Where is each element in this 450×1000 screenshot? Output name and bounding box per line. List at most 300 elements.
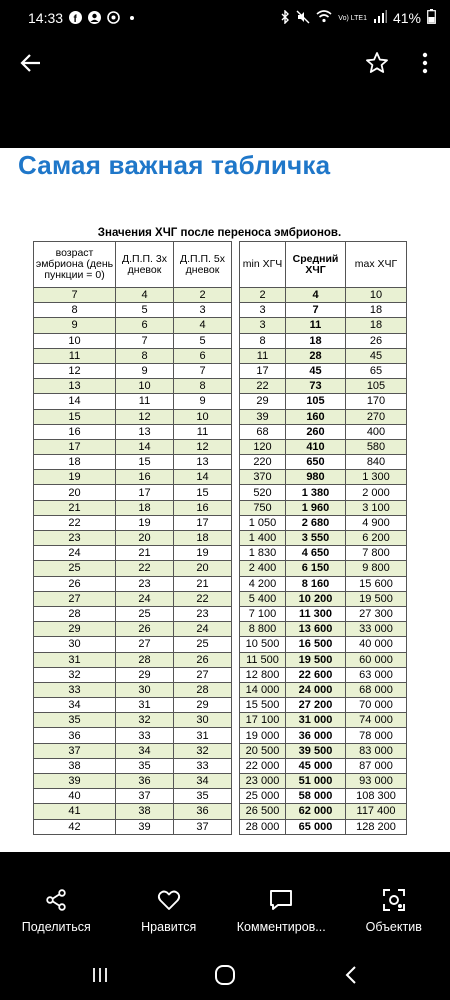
cell-dpp-3-day: 33 xyxy=(116,728,174,743)
cell-min-hcg: 1 400 xyxy=(240,531,286,546)
table-row xyxy=(34,485,407,500)
home-icon xyxy=(214,964,236,986)
cell-embryo-age: 22 xyxy=(34,515,116,530)
table-row xyxy=(34,470,407,485)
table-row xyxy=(34,318,407,333)
bluetooth-icon xyxy=(280,10,290,27)
cell-dpp-5-day: 35 xyxy=(174,789,232,804)
cell-avg-hcg: 62 000 xyxy=(286,804,346,819)
cell-min-hcg: 68 xyxy=(240,424,286,439)
column-gap xyxy=(232,728,240,743)
back-icon xyxy=(344,965,358,985)
cell-dpp-3-day: 34 xyxy=(116,743,174,758)
cell-avg-hcg: 65 000 xyxy=(286,819,346,834)
comment-button[interactable] xyxy=(225,888,338,946)
cell-avg-hcg: 1 960 xyxy=(286,500,346,515)
cell-embryo-age: 19 xyxy=(34,470,116,485)
cell-dpp-5-day: 34 xyxy=(174,774,232,789)
table-row xyxy=(34,698,407,713)
cell-dpp-5-day: 10 xyxy=(174,409,232,424)
column-gap xyxy=(232,682,240,697)
cell-dpp-3-day: 27 xyxy=(116,637,174,652)
column-gap xyxy=(232,637,240,652)
table-row xyxy=(34,546,407,561)
cell-dpp-5-day: 8 xyxy=(174,379,232,394)
column-gap xyxy=(232,318,240,333)
column-gap xyxy=(232,531,240,546)
cell-dpp-5-day: 2 xyxy=(174,288,232,303)
table-row xyxy=(34,789,407,804)
cell-dpp-3-day: 7 xyxy=(116,333,174,348)
cell-min-hcg: 25 000 xyxy=(240,789,286,804)
column-gap xyxy=(232,667,240,682)
cell-dpp-5-day: 4 xyxy=(174,318,232,333)
cell-avg-hcg: 36 000 xyxy=(286,728,346,743)
cell-avg-hcg: 10 200 xyxy=(286,591,346,606)
account-icon xyxy=(88,11,101,26)
cell-max-hcg: 15 600 xyxy=(346,576,407,591)
lens-label: Объектив xyxy=(365,920,422,934)
cell-dpp-3-day: 12 xyxy=(116,409,174,424)
header-min-hcg: min ХГЧ xyxy=(240,242,286,288)
cell-max-hcg: 3 100 xyxy=(346,500,407,515)
system-nav-bar xyxy=(0,955,450,995)
cell-avg-hcg: 7 xyxy=(286,303,346,318)
table-row xyxy=(34,394,407,409)
table-row xyxy=(34,515,407,530)
cell-embryo-age: 18 xyxy=(34,455,116,470)
cell-min-hcg: 1 050 xyxy=(240,515,286,530)
cell-embryo-age: 26 xyxy=(34,576,116,591)
column-gap xyxy=(232,424,240,439)
cell-embryo-age: 13 xyxy=(34,379,116,394)
cell-embryo-age: 36 xyxy=(34,728,116,743)
cell-embryo-age: 10 xyxy=(34,333,116,348)
like-button[interactable] xyxy=(113,888,226,946)
cell-avg-hcg: 650 xyxy=(286,455,346,470)
cell-max-hcg: 74 000 xyxy=(346,713,407,728)
cell-dpp-5-day: 11 xyxy=(174,424,232,439)
cell-dpp-5-day: 15 xyxy=(174,485,232,500)
table-row xyxy=(34,591,407,606)
cell-dpp-3-day: 29 xyxy=(116,667,174,682)
cell-max-hcg: 6 200 xyxy=(346,531,407,546)
app-notification-icon xyxy=(107,11,120,26)
cell-max-hcg: 128 200 xyxy=(346,819,407,834)
column-gap xyxy=(232,591,240,606)
cell-dpp-5-day: 25 xyxy=(174,637,232,652)
cell-avg-hcg: 13 600 xyxy=(286,622,346,637)
cell-dpp-5-day: 29 xyxy=(174,698,232,713)
cell-embryo-age: 15 xyxy=(34,409,116,424)
cell-min-hcg: 7 100 xyxy=(240,606,286,621)
cell-dpp-3-day: 4 xyxy=(116,288,174,303)
cell-max-hcg: 18 xyxy=(346,303,407,318)
cell-dpp-5-day: 21 xyxy=(174,576,232,591)
cell-max-hcg: 10 xyxy=(346,288,407,303)
hcg-table xyxy=(33,241,407,835)
column-gap xyxy=(232,743,240,758)
column-gap xyxy=(232,303,240,318)
cell-dpp-3-day: 11 xyxy=(116,394,174,409)
cell-dpp-3-day: 23 xyxy=(116,576,174,591)
cell-min-hcg: 120 xyxy=(240,439,286,454)
table-row xyxy=(34,333,407,348)
table-row xyxy=(34,774,407,789)
cell-dpp-5-day: 30 xyxy=(174,713,232,728)
cell-dpp-5-day: 22 xyxy=(174,591,232,606)
cell-min-hcg: 11 xyxy=(240,348,286,363)
table-row xyxy=(34,348,407,363)
header-avg-hcg: Средний ХЧГ xyxy=(286,242,346,288)
cell-embryo-age: 30 xyxy=(34,637,116,652)
cell-dpp-3-day: 10 xyxy=(116,379,174,394)
cell-embryo-age: 7 xyxy=(34,288,116,303)
table-row xyxy=(34,439,407,454)
cell-dpp-3-day: 15 xyxy=(116,455,174,470)
cell-dpp-3-day: 24 xyxy=(116,591,174,606)
cell-embryo-age: 24 xyxy=(34,546,116,561)
cell-max-hcg: 840 xyxy=(346,455,407,470)
header-dpp-3-day: Д.П.П. 3х дневок xyxy=(116,242,174,288)
cell-dpp-5-day: 23 xyxy=(174,606,232,621)
cell-max-hcg: 63 000 xyxy=(346,667,407,682)
cell-dpp-5-day: 24 xyxy=(174,622,232,637)
like-label: Нравится xyxy=(141,920,197,934)
table-row xyxy=(34,288,407,303)
cell-min-hcg: 370 xyxy=(240,470,286,485)
cell-min-hcg: 17 xyxy=(240,363,286,378)
cell-dpp-5-day: 6 xyxy=(174,348,232,363)
top-app-bar xyxy=(0,36,450,88)
cell-avg-hcg: 18 xyxy=(286,333,346,348)
comment-label: Комментиров... xyxy=(236,920,326,934)
back-button[interactable] xyxy=(16,48,46,78)
cell-min-hcg: 14 000 xyxy=(240,682,286,697)
cell-avg-hcg: 980 xyxy=(286,470,346,485)
cell-dpp-3-day: 31 xyxy=(116,698,174,713)
table-header-row xyxy=(34,242,407,288)
cell-dpp-3-day: 21 xyxy=(116,546,174,561)
column-gap xyxy=(232,333,240,348)
cell-dpp-5-day: 16 xyxy=(174,500,232,515)
cell-dpp-3-day: 37 xyxy=(116,789,174,804)
cell-min-hcg: 19 000 xyxy=(240,728,286,743)
cell-avg-hcg: 19 500 xyxy=(286,652,346,667)
cell-min-hcg: 26 500 xyxy=(240,804,286,819)
cell-embryo-age: 8 xyxy=(34,303,116,318)
cell-max-hcg: 68 000 xyxy=(346,682,407,697)
cell-dpp-3-day: 22 xyxy=(116,561,174,576)
cell-embryo-age: 29 xyxy=(34,622,116,637)
recent-apps-button[interactable] xyxy=(85,963,115,987)
cell-embryo-age: 17 xyxy=(34,439,116,454)
column-gap xyxy=(232,288,240,303)
cell-dpp-3-day: 20 xyxy=(116,531,174,546)
cell-min-hcg: 23 000 xyxy=(240,774,286,789)
cell-max-hcg: 2 000 xyxy=(346,485,407,500)
cell-embryo-age: 42 xyxy=(34,819,116,834)
column-gap xyxy=(232,758,240,773)
image-title: Самая важная табличка xyxy=(18,150,331,180)
cell-dpp-3-day: 35 xyxy=(116,758,174,773)
table-row xyxy=(34,743,407,758)
share-button[interactable] xyxy=(0,888,113,946)
cell-max-hcg: 1 300 xyxy=(346,470,407,485)
cell-dpp-5-day: 27 xyxy=(174,667,232,682)
cell-max-hcg: 4 900 xyxy=(346,515,407,530)
cell-avg-hcg: 27 200 xyxy=(286,698,346,713)
recent-apps-icon xyxy=(91,966,109,984)
table-row xyxy=(34,622,407,637)
battery-icon xyxy=(427,9,436,27)
column-gap xyxy=(232,348,240,363)
cell-max-hcg: 9 800 xyxy=(346,561,407,576)
cell-min-hcg: 220 xyxy=(240,455,286,470)
cell-embryo-age: 16 xyxy=(34,424,116,439)
cell-embryo-age: 41 xyxy=(34,804,116,819)
cell-min-hcg: 17 100 xyxy=(240,713,286,728)
cell-dpp-5-day: 28 xyxy=(174,682,232,697)
cell-dpp-5-day: 13 xyxy=(174,455,232,470)
cell-dpp-3-day: 28 xyxy=(116,652,174,667)
cell-embryo-age: 20 xyxy=(34,485,116,500)
cell-dpp-3-day: 39 xyxy=(116,819,174,834)
cell-dpp-5-day: 7 xyxy=(174,363,232,378)
cell-dpp-5-day: 20 xyxy=(174,561,232,576)
cell-min-hcg: 11 500 xyxy=(240,652,286,667)
cell-min-hcg: 10 500 xyxy=(240,637,286,652)
header-embryo-age: возраст эмбриона (день пункции = 0) xyxy=(34,242,116,288)
cell-avg-hcg: 160 xyxy=(286,409,346,424)
cell-embryo-age: 35 xyxy=(34,713,116,728)
cell-max-hcg: 105 xyxy=(346,379,407,394)
cell-max-hcg: 400 xyxy=(346,424,407,439)
cell-dpp-3-day: 32 xyxy=(116,713,174,728)
lens-button[interactable] xyxy=(338,888,450,946)
cell-max-hcg: 40 000 xyxy=(346,637,407,652)
more-options-button[interactable] xyxy=(412,48,438,78)
table-row xyxy=(34,363,407,378)
cell-embryo-age: 32 xyxy=(34,667,116,682)
column-gap xyxy=(232,652,240,667)
cell-avg-hcg: 2 680 xyxy=(286,515,346,530)
cell-dpp-5-day: 19 xyxy=(174,546,232,561)
cell-dpp-5-day: 36 xyxy=(174,804,232,819)
column-gap xyxy=(232,622,240,637)
cell-avg-hcg: 105 xyxy=(286,394,346,409)
cell-min-hcg: 28 000 xyxy=(240,819,286,834)
table-row xyxy=(34,667,407,682)
cell-embryo-age: 34 xyxy=(34,698,116,713)
cell-dpp-3-day: 26 xyxy=(116,622,174,637)
volte-indicator: Vo) LTE1 xyxy=(338,14,367,22)
table-body xyxy=(34,288,407,835)
hcg-table-sheet xyxy=(33,226,406,835)
cell-max-hcg: 108 300 xyxy=(346,789,407,804)
table-row xyxy=(34,303,407,318)
cell-avg-hcg: 410 xyxy=(286,439,346,454)
cell-embryo-age: 28 xyxy=(34,606,116,621)
cell-avg-hcg: 6 150 xyxy=(286,561,346,576)
table-row xyxy=(34,409,407,424)
cell-avg-hcg: 8 160 xyxy=(286,576,346,591)
table-row xyxy=(34,713,407,728)
cell-embryo-age: 14 xyxy=(34,394,116,409)
cell-avg-hcg: 28 xyxy=(286,348,346,363)
table-row xyxy=(34,379,407,394)
cell-dpp-3-day: 8 xyxy=(116,348,174,363)
mute-icon xyxy=(296,10,310,27)
cell-embryo-age: 12 xyxy=(34,363,116,378)
cell-max-hcg: 7 800 xyxy=(346,546,407,561)
cell-min-hcg: 22 xyxy=(240,379,286,394)
star-icon xyxy=(365,51,389,75)
battery-percentage: 41% xyxy=(392,10,421,26)
cell-max-hcg: 27 300 xyxy=(346,606,407,621)
table-row xyxy=(34,728,407,743)
table-caption: Значения ХЧГ после переноса эмбрионов. xyxy=(97,227,342,239)
cell-avg-hcg: 260 xyxy=(286,424,346,439)
table-row xyxy=(34,637,407,652)
table-row xyxy=(34,819,407,834)
cell-dpp-3-day: 16 xyxy=(116,470,174,485)
column-gap xyxy=(232,819,240,834)
action-bar xyxy=(0,888,450,946)
cell-dpp-5-day: 26 xyxy=(174,652,232,667)
cell-embryo-age: 11 xyxy=(34,348,116,363)
cell-embryo-age: 33 xyxy=(34,682,116,697)
cell-dpp-3-day: 36 xyxy=(116,774,174,789)
cell-max-hcg: 65 xyxy=(346,363,407,378)
cell-max-hcg: 270 xyxy=(346,409,407,424)
cell-max-hcg: 60 000 xyxy=(346,652,407,667)
cell-avg-hcg: 3 550 xyxy=(286,531,346,546)
column-gap xyxy=(232,576,240,591)
cell-max-hcg: 78 000 xyxy=(346,728,407,743)
column-gap xyxy=(232,409,240,424)
cell-dpp-3-day: 9 xyxy=(116,363,174,378)
wifi-icon xyxy=(316,10,332,26)
column-gap xyxy=(232,485,240,500)
cell-dpp-3-day: 13 xyxy=(116,424,174,439)
column-gap xyxy=(232,363,240,378)
home-button[interactable] xyxy=(210,963,240,987)
cell-dpp-5-day: 32 xyxy=(174,743,232,758)
cell-avg-hcg: 11 300 xyxy=(286,606,346,621)
cell-min-hcg: 2 400 xyxy=(240,561,286,576)
share-label: Поделиться xyxy=(21,920,91,934)
cell-avg-hcg: 1 380 xyxy=(286,485,346,500)
cell-min-hcg: 29 xyxy=(240,394,286,409)
system-back-button[interactable] xyxy=(336,963,366,987)
table-row xyxy=(34,424,407,439)
column-gap xyxy=(232,439,240,454)
cell-min-hcg: 22 000 xyxy=(240,758,286,773)
favorite-button[interactable] xyxy=(362,48,392,78)
cell-min-hcg: 8 800 xyxy=(240,622,286,637)
heart-icon xyxy=(157,888,181,912)
table-row xyxy=(34,758,407,773)
cell-min-hcg: 750 xyxy=(240,500,286,515)
cell-max-hcg: 70 000 xyxy=(346,698,407,713)
cell-avg-hcg: 73 xyxy=(286,379,346,394)
header-max-hcg: max ХЧГ xyxy=(346,242,407,288)
cell-avg-hcg: 45 000 xyxy=(286,758,346,773)
table-row xyxy=(34,652,407,667)
cell-dpp-5-day: 17 xyxy=(174,515,232,530)
table-row xyxy=(34,561,407,576)
cell-embryo-age: 27 xyxy=(34,591,116,606)
cell-avg-hcg: 24 000 xyxy=(286,682,346,697)
more-vert-icon xyxy=(422,52,428,74)
svg-text:f: f xyxy=(73,13,77,24)
cell-avg-hcg: 22 600 xyxy=(286,667,346,682)
status-time: 14:33 xyxy=(28,10,64,26)
column-gap xyxy=(232,804,240,819)
cell-max-hcg: 93 000 xyxy=(346,774,407,789)
lens-icon xyxy=(382,888,406,912)
cell-dpp-3-day: 25 xyxy=(116,606,174,621)
status-bar xyxy=(0,0,450,36)
column-gap xyxy=(232,455,240,470)
cell-avg-hcg: 4 650 xyxy=(286,546,346,561)
column-gap xyxy=(232,500,240,515)
cell-dpp-5-day: 33 xyxy=(174,758,232,773)
column-gap xyxy=(232,470,240,485)
cell-min-hcg: 39 xyxy=(240,409,286,424)
more-notifications-dot-icon xyxy=(130,16,134,20)
cell-min-hcg: 1 830 xyxy=(240,546,286,561)
table-row xyxy=(34,576,407,591)
signal-icon xyxy=(373,10,387,26)
status-right xyxy=(280,9,436,27)
cell-dpp-3-day: 19 xyxy=(116,515,174,530)
table-row xyxy=(34,606,407,621)
column-gap xyxy=(232,789,240,804)
cell-avg-hcg: 11 xyxy=(286,318,346,333)
cell-dpp-5-day: 37 xyxy=(174,819,232,834)
image-viewer[interactable] xyxy=(0,148,450,852)
cell-avg-hcg: 16 500 xyxy=(286,637,346,652)
cell-max-hcg: 26 xyxy=(346,333,407,348)
share-icon xyxy=(45,888,67,912)
cell-min-hcg: 4 200 xyxy=(240,576,286,591)
cell-min-hcg: 3 xyxy=(240,318,286,333)
cell-avg-hcg: 4 xyxy=(286,288,346,303)
table-row xyxy=(34,455,407,470)
cell-embryo-age: 21 xyxy=(34,500,116,515)
column-gap xyxy=(232,515,240,530)
cell-max-hcg: 19 500 xyxy=(346,591,407,606)
cell-dpp-3-day: 30 xyxy=(116,682,174,697)
cell-avg-hcg: 58 000 xyxy=(286,789,346,804)
cell-dpp-5-day: 14 xyxy=(174,470,232,485)
cell-max-hcg: 117 400 xyxy=(346,804,407,819)
cell-embryo-age: 9 xyxy=(34,318,116,333)
cell-min-hcg: 5 400 xyxy=(240,591,286,606)
cell-min-hcg: 12 800 xyxy=(240,667,286,682)
cell-max-hcg: 33 000 xyxy=(346,622,407,637)
cell-dpp-3-day: 17 xyxy=(116,485,174,500)
cell-dpp-3-day: 14 xyxy=(116,439,174,454)
table-row xyxy=(34,682,407,697)
cell-embryo-age: 31 xyxy=(34,652,116,667)
cell-dpp-5-day: 3 xyxy=(174,303,232,318)
facebook-icon xyxy=(69,11,82,26)
cell-min-hcg: 20 500 xyxy=(240,743,286,758)
cell-dpp-3-day: 6 xyxy=(116,318,174,333)
